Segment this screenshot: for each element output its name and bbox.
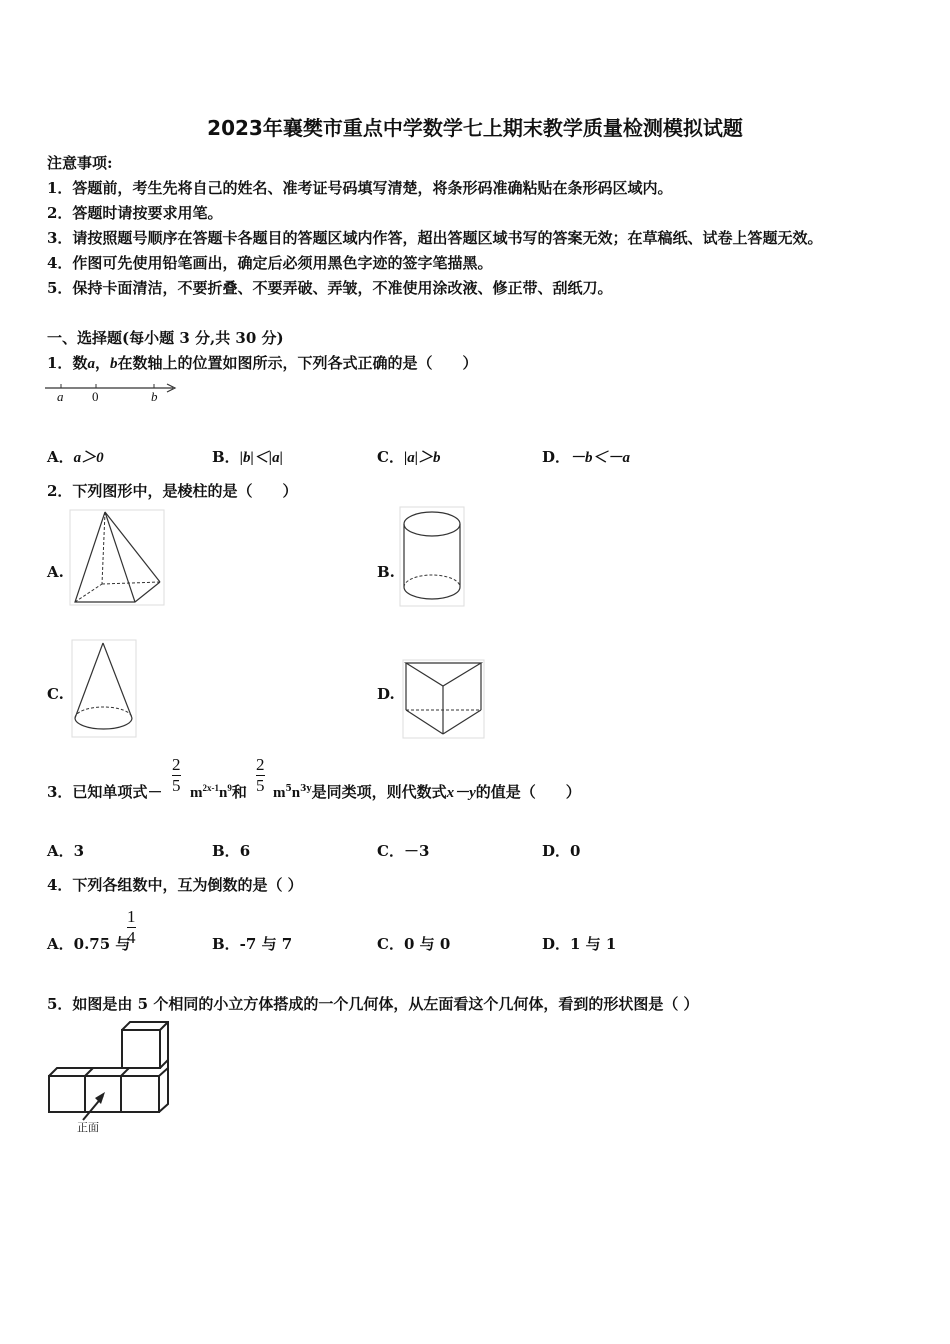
notice-heading: 注意事项:	[47, 154, 113, 172]
question-1	[47, 352, 477, 373]
section-heading: 一、选择题(每小题 3 分,共 30 分)	[47, 329, 284, 347]
axis-label-b: b	[151, 389, 158, 404]
cubes-figure	[45, 1020, 170, 1135]
q1-number: 1．	[47, 354, 73, 372]
question-2: 2．下列图形中，是棱柱的是（ ）	[47, 482, 298, 500]
q3-fraction-1: 2 5	[172, 755, 181, 795]
q4-option-b: B．-7 与 7	[212, 935, 293, 953]
question-4: 4．下列各组数中，互为倒数的是（ ）	[47, 876, 303, 894]
page-title: 2023年襄樊市重点中学数学七上期末教学质量检测模拟试题	[207, 116, 743, 140]
q4-option-c: C．0 与 0	[377, 935, 451, 953]
pyramid-figure	[70, 510, 165, 606]
notice-item-2: 2．答题时请按要求用笔。	[47, 204, 223, 222]
axis-label-zero: 0	[92, 389, 99, 404]
notice-item-3: 3．请按照题号顺序在答题卡各题目的答题区域内作答，超出答题区域书写的答案无效；在草稿纸、试卷上答题无效。	[47, 229, 823, 247]
q4-option-a: A．0.75 与	[47, 935, 131, 953]
notice-item-1: 1．答题前，考生先将自己的姓名、准考证号码填写清楚，将条形码准确粘贴在条形码区域内。	[47, 179, 673, 197]
q3-option-d: D．0	[542, 842, 581, 860]
notice-item-4: 4．作图可先使用铅笔画出，确定后必须用黑色字迹的签字笔描黑。	[47, 254, 493, 272]
q3-monomial-1: $m^{2x-1}n^9$和	[190, 783, 247, 801]
q3-option-c: C．－3	[377, 842, 430, 860]
q3-option-b: B．6	[212, 842, 251, 860]
q4-fraction: 1 4	[127, 907, 136, 947]
q2-label-b: B.	[377, 563, 395, 581]
q2-label-c: C.	[47, 685, 64, 703]
triangular-prism-figure	[403, 660, 485, 740]
front-label: 正面	[77, 1121, 99, 1134]
q3-option-a: A．3	[47, 842, 85, 860]
front-arrow-head	[95, 1092, 105, 1104]
q1-var-b: b	[109, 356, 118, 372]
q2-label-d: D.	[377, 685, 395, 703]
q3-monomial-2: $m^5n^{3y}$是同类项，则代数式x－y的值是（ ）	[273, 783, 581, 801]
q1-option-a: A．a＞0	[47, 448, 104, 466]
q1-option-c: C．|a|＞b	[377, 448, 441, 466]
cylinder-figure	[400, 507, 465, 607]
q3-pre: 3．已知单项式－	[47, 783, 163, 801]
notice-item-5: 5．保持卡面清洁，不要折叠、不要弄破、弄皱，不准使用涂改液、修正带、刮纸刀。	[47, 279, 613, 297]
question-5: 5．如图是由 5 个相同的小立方体搭成的一个几何体，从左面看这个几何体，看到的形状图是（ ）	[47, 995, 699, 1013]
q2-label-a: A.	[47, 563, 64, 581]
q1-sep: ，	[94, 354, 110, 372]
axis-label-a: a	[57, 389, 64, 404]
q1-post: 在数轴上的位置如图所示，下列各式正确的是（ ）	[117, 354, 478, 372]
q4-option-d: D．1 与 1	[542, 935, 617, 953]
q1-option-b: B．|b|＜|a|	[212, 448, 283, 466]
q1-var-a: a	[87, 356, 95, 372]
q3-fraction-2: 2 5	[256, 755, 265, 795]
q1-option-d: D．－b＜－a	[542, 448, 631, 466]
q1-pre: 数	[72, 354, 88, 372]
cone-figure	[72, 640, 137, 738]
number-line-figure	[45, 378, 185, 408]
